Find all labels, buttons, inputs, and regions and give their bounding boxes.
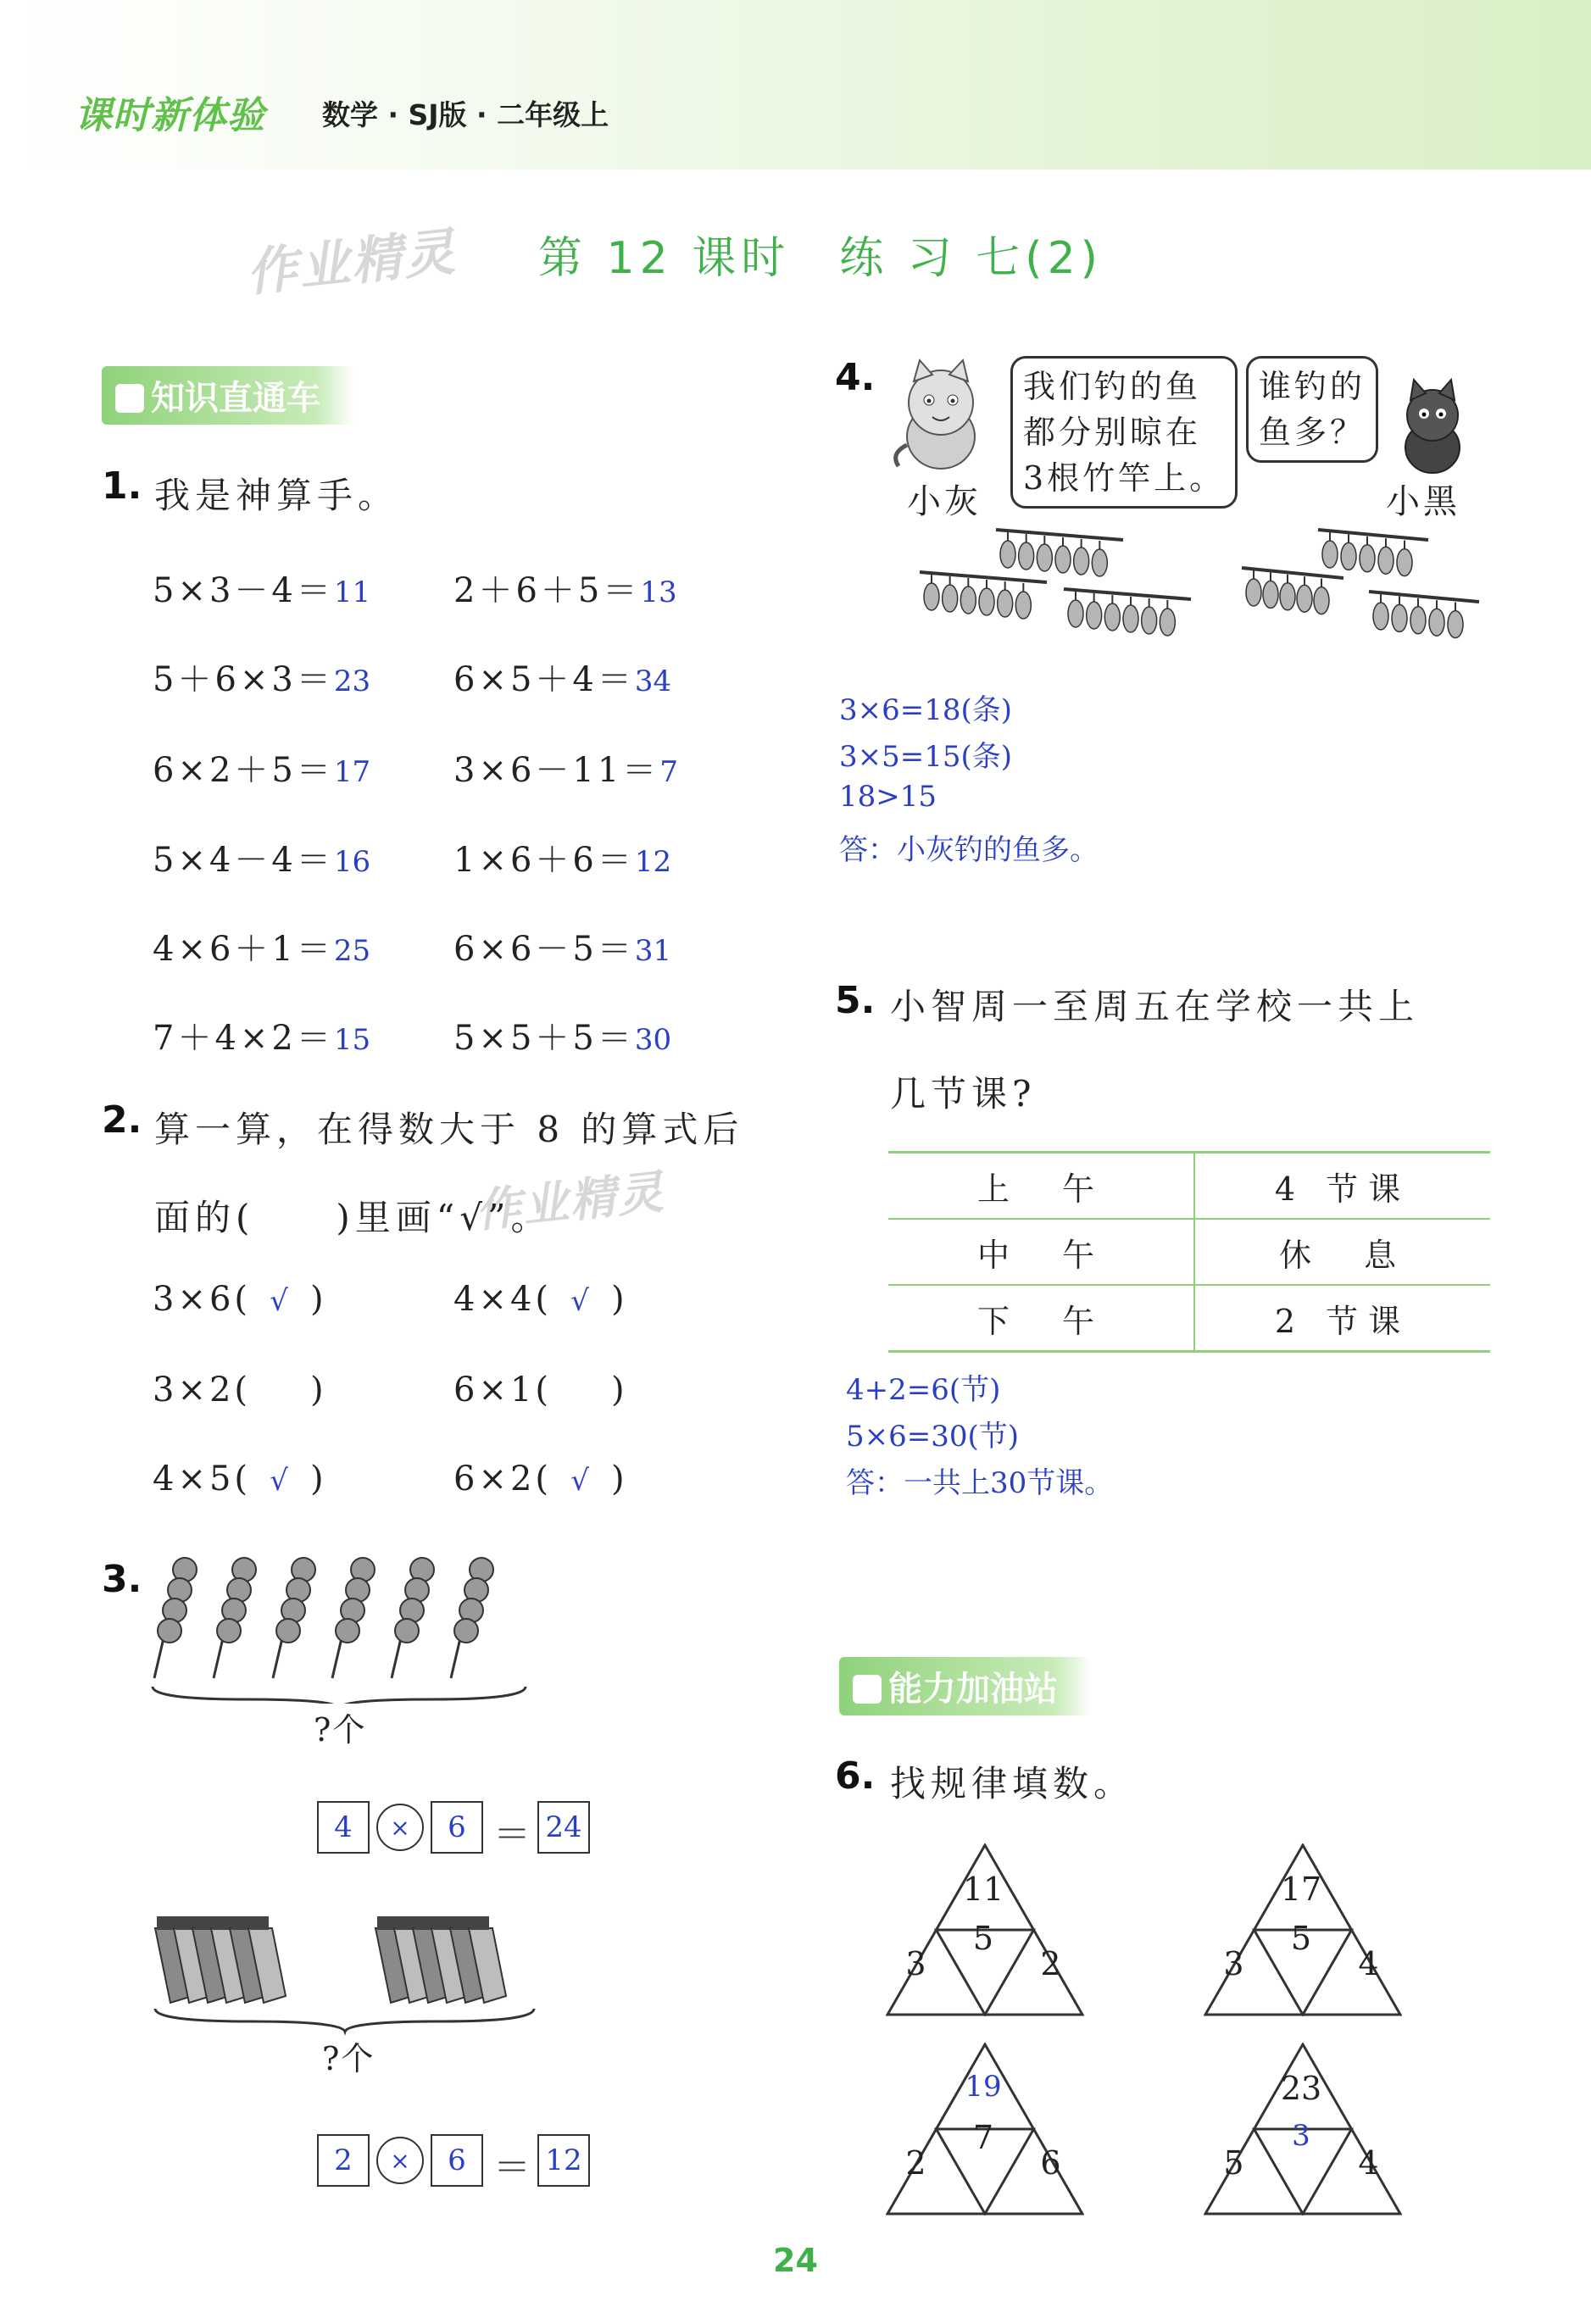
- section-label: 能力加油站: [888, 1670, 1058, 1709]
- triangle-mid-number[interactable]: 3: [1292, 2119, 1310, 2153]
- question-text-line1: 小智周一至周五在学校一共上: [890, 986, 1420, 1027]
- triangle-mid-number: 7: [972, 2119, 994, 2156]
- expression: [153, 743, 370, 792]
- answer-box[interactable]: 6: [431, 1801, 483, 1854]
- expression-text: 6×5＋4＝: [453, 660, 635, 699]
- answer-value: 17: [333, 755, 371, 789]
- question-text: 找规律填数。: [890, 1763, 1135, 1804]
- subject-info: 数学 · SJ版 · 二年级上: [322, 98, 609, 131]
- answer-line: 答：一共上30节课。: [846, 1466, 1114, 1500]
- answer-value: 23: [333, 664, 371, 698]
- expression: [153, 1011, 370, 1059]
- check-slot[interactable]: √: [570, 1284, 592, 1318]
- check-slot[interactable]: √: [570, 1464, 592, 1498]
- triangle-left-number: 5: [1223, 2144, 1244, 2182]
- speech-bubble-xiaohei: [1246, 356, 1378, 463]
- answer-box[interactable]: 4: [317, 1801, 370, 1854]
- paren-close: ): [310, 1280, 327, 1319]
- expression: [153, 922, 370, 970]
- triangle-left-number: 3: [1223, 1945, 1244, 1982]
- expression-text: 4×4(: [453, 1280, 553, 1319]
- triangle-mid-number: 5: [972, 1920, 994, 1957]
- question-number: 6.: [835, 1754, 876, 1798]
- expression-text: 5×4－4＝: [153, 841, 334, 880]
- fuel-icon: [853, 1675, 882, 1704]
- answer-value: 12: [634, 845, 672, 879]
- triangle-right-number: 2: [1040, 1945, 1061, 1982]
- lesson-title: 第 12 课时 练 习 七(2): [538, 233, 1103, 284]
- operator-circle[interactable]: ×: [376, 2137, 424, 2184]
- expression-text: 2＋6＋5＝: [453, 571, 641, 610]
- answer-value: 11: [333, 575, 371, 609]
- bus-icon: [115, 384, 144, 413]
- question-number: 3.: [102, 1558, 142, 1601]
- schedule-row: [888, 1219, 1490, 1285]
- check-item: [453, 1459, 628, 1498]
- operator-circle[interactable]: ×: [376, 1804, 424, 1851]
- brand-logo: 课时新体验: [75, 94, 265, 137]
- question-number: 5.: [835, 979, 876, 1022]
- check-item: [153, 1280, 327, 1319]
- expression: [153, 653, 370, 701]
- answer-value: 34: [634, 664, 672, 698]
- schedule-row: [888, 1285, 1490, 1352]
- candied-haws-illustration: [144, 1551, 551, 1704]
- fish-poles-illustration: [911, 517, 1488, 661]
- answer-line: 5×6=30(节): [846, 1420, 1020, 1454]
- question-number: 1.: [102, 464, 142, 508]
- expression: [453, 564, 677, 612]
- triangle-right-number: 4: [1358, 1945, 1379, 1982]
- expression: [153, 833, 370, 881]
- paren-close: ): [611, 1459, 628, 1498]
- expression-text: 3×6－11＝: [453, 751, 660, 790]
- question-text-line2: 几节课?: [890, 1073, 1037, 1115]
- equals-sign: ＝: [493, 1813, 531, 1856]
- expression-text: 3×2(: [153, 1370, 252, 1409]
- bubble-line: 鱼多？: [1259, 414, 1366, 451]
- question-text-line2: 面的( )里画“√”。: [154, 1197, 552, 1238]
- name-xiaohei: 小黑: [1386, 482, 1460, 521]
- paren-close: ): [310, 1459, 327, 1498]
- lesson-cell: 2 节课: [1274, 1302, 1411, 1340]
- expression-text: 7＋4×2＝: [153, 1019, 334, 1058]
- period-cell: 下 午: [888, 1285, 1194, 1352]
- period-cell: 上 午: [888, 1153, 1194, 1220]
- expression: [453, 833, 671, 881]
- bubble-line: 谁钓的: [1259, 368, 1366, 405]
- black-cat-icon: [1390, 373, 1475, 475]
- expression-text: 6×6－5＝: [453, 930, 635, 969]
- paint-tubes-illustration: [148, 1911, 555, 2038]
- check-item: [153, 1459, 327, 1498]
- answer-line: 18>15: [839, 780, 937, 814]
- triangle-right-number: 6: [1040, 2144, 1061, 2182]
- triangle-right-number: 4: [1358, 2144, 1379, 2182]
- triangle-top-number: 17: [1280, 1871, 1322, 1908]
- bubble-line: 3根竹竿上。: [1023, 459, 1226, 497]
- answer-value: 30: [634, 1023, 672, 1057]
- answer-box[interactable]: 12: [537, 2134, 590, 2187]
- triangle-top-number: 23: [1280, 2070, 1322, 2107]
- triangle-mid-number: 5: [1290, 1920, 1312, 1957]
- section-tag-knowledge: [102, 366, 354, 425]
- question-number: 2.: [102, 1098, 142, 1142]
- expression-text: 5＋6×3＝: [153, 660, 334, 699]
- period-cell: 中 午: [888, 1219, 1194, 1285]
- expression-text: 6×1(: [453, 1370, 553, 1409]
- answer-value: 7: [659, 755, 678, 789]
- question-number: 4.: [835, 356, 876, 399]
- answer-value: 31: [634, 934, 672, 968]
- schedule-row: [888, 1153, 1490, 1220]
- triangle-top-number[interactable]: 19: [965, 2070, 1002, 2104]
- speech-bubble-xiaohui: [1010, 356, 1238, 509]
- expression: [453, 743, 678, 792]
- expression-text: 5×3－4＝: [153, 571, 334, 610]
- section-label: 知识直通车: [151, 379, 320, 418]
- triangle-top-number: 11: [962, 1871, 1004, 1908]
- expression-text: 3×6(: [153, 1280, 252, 1319]
- brace-label: ?个: [322, 2040, 375, 2077]
- watermark: 作业精灵: [243, 222, 459, 303]
- triangle-left-number: 3: [905, 1945, 926, 1982]
- expression-text: 6×2(: [453, 1459, 553, 1498]
- check-item: [153, 1370, 327, 1409]
- expression-text: 1×6＋6＝: [453, 841, 635, 880]
- bubble-line: 我们钓的鱼: [1023, 368, 1202, 405]
- brace-label: ?个: [314, 1711, 367, 1749]
- schedule-table: [888, 1151, 1490, 1353]
- expression: [453, 653, 671, 701]
- expression-text: 4×5(: [153, 1459, 252, 1498]
- paren-close: ): [310, 1370, 327, 1409]
- answer-box[interactable]: 2: [317, 2134, 370, 2187]
- expression-text: 6×2＋5＝: [153, 751, 334, 790]
- expression: [453, 1011, 671, 1059]
- section-tag-ability: [839, 1657, 1092, 1715]
- answer-value: 15: [333, 1023, 371, 1057]
- answer-box[interactable]: 24: [537, 1801, 590, 1854]
- answer-box[interactable]: 6: [431, 2134, 483, 2187]
- answer-line: 3×5=15(条): [839, 740, 1013, 774]
- page-number: 24: [773, 2242, 818, 2279]
- answer-value: 13: [640, 575, 677, 609]
- watermark: 作业精灵: [472, 1165, 668, 1238]
- check-item: [453, 1280, 628, 1319]
- name-xiaohui: 小灰: [907, 482, 982, 521]
- answer-line: 答：小灰钓的鱼多。: [839, 833, 1099, 867]
- answer-value: 16: [333, 845, 371, 879]
- lesson-cell: 休 息: [1278, 1236, 1406, 1274]
- answer-line: 3×6=18(条): [839, 693, 1013, 727]
- question-text: 我是神算手。: [154, 475, 399, 516]
- question-text-line1: 算一算，在得数大于 8 的算式后: [154, 1109, 744, 1150]
- expression-text: 5×5＋5＝: [453, 1019, 635, 1058]
- paren-close: ): [611, 1280, 628, 1319]
- check-item: [453, 1370, 628, 1409]
- expression: [453, 922, 671, 970]
- expression-text: 4×6＋1＝: [153, 930, 334, 969]
- check-slot[interactable]: √: [270, 1284, 292, 1318]
- lesson-cell: 4 节课: [1274, 1170, 1411, 1208]
- answer-line: 4+2=6(节): [846, 1373, 1001, 1407]
- paren-close: ): [611, 1370, 628, 1409]
- grey-cat-icon: [882, 356, 992, 475]
- expression: [153, 564, 370, 612]
- triangle-left-number: 2: [905, 2144, 926, 2182]
- bubble-line: 都分别晾在: [1023, 414, 1202, 451]
- equals-sign: ＝: [493, 2146, 531, 2189]
- check-slot[interactable]: √: [270, 1464, 292, 1498]
- answer-value: 25: [333, 934, 371, 968]
